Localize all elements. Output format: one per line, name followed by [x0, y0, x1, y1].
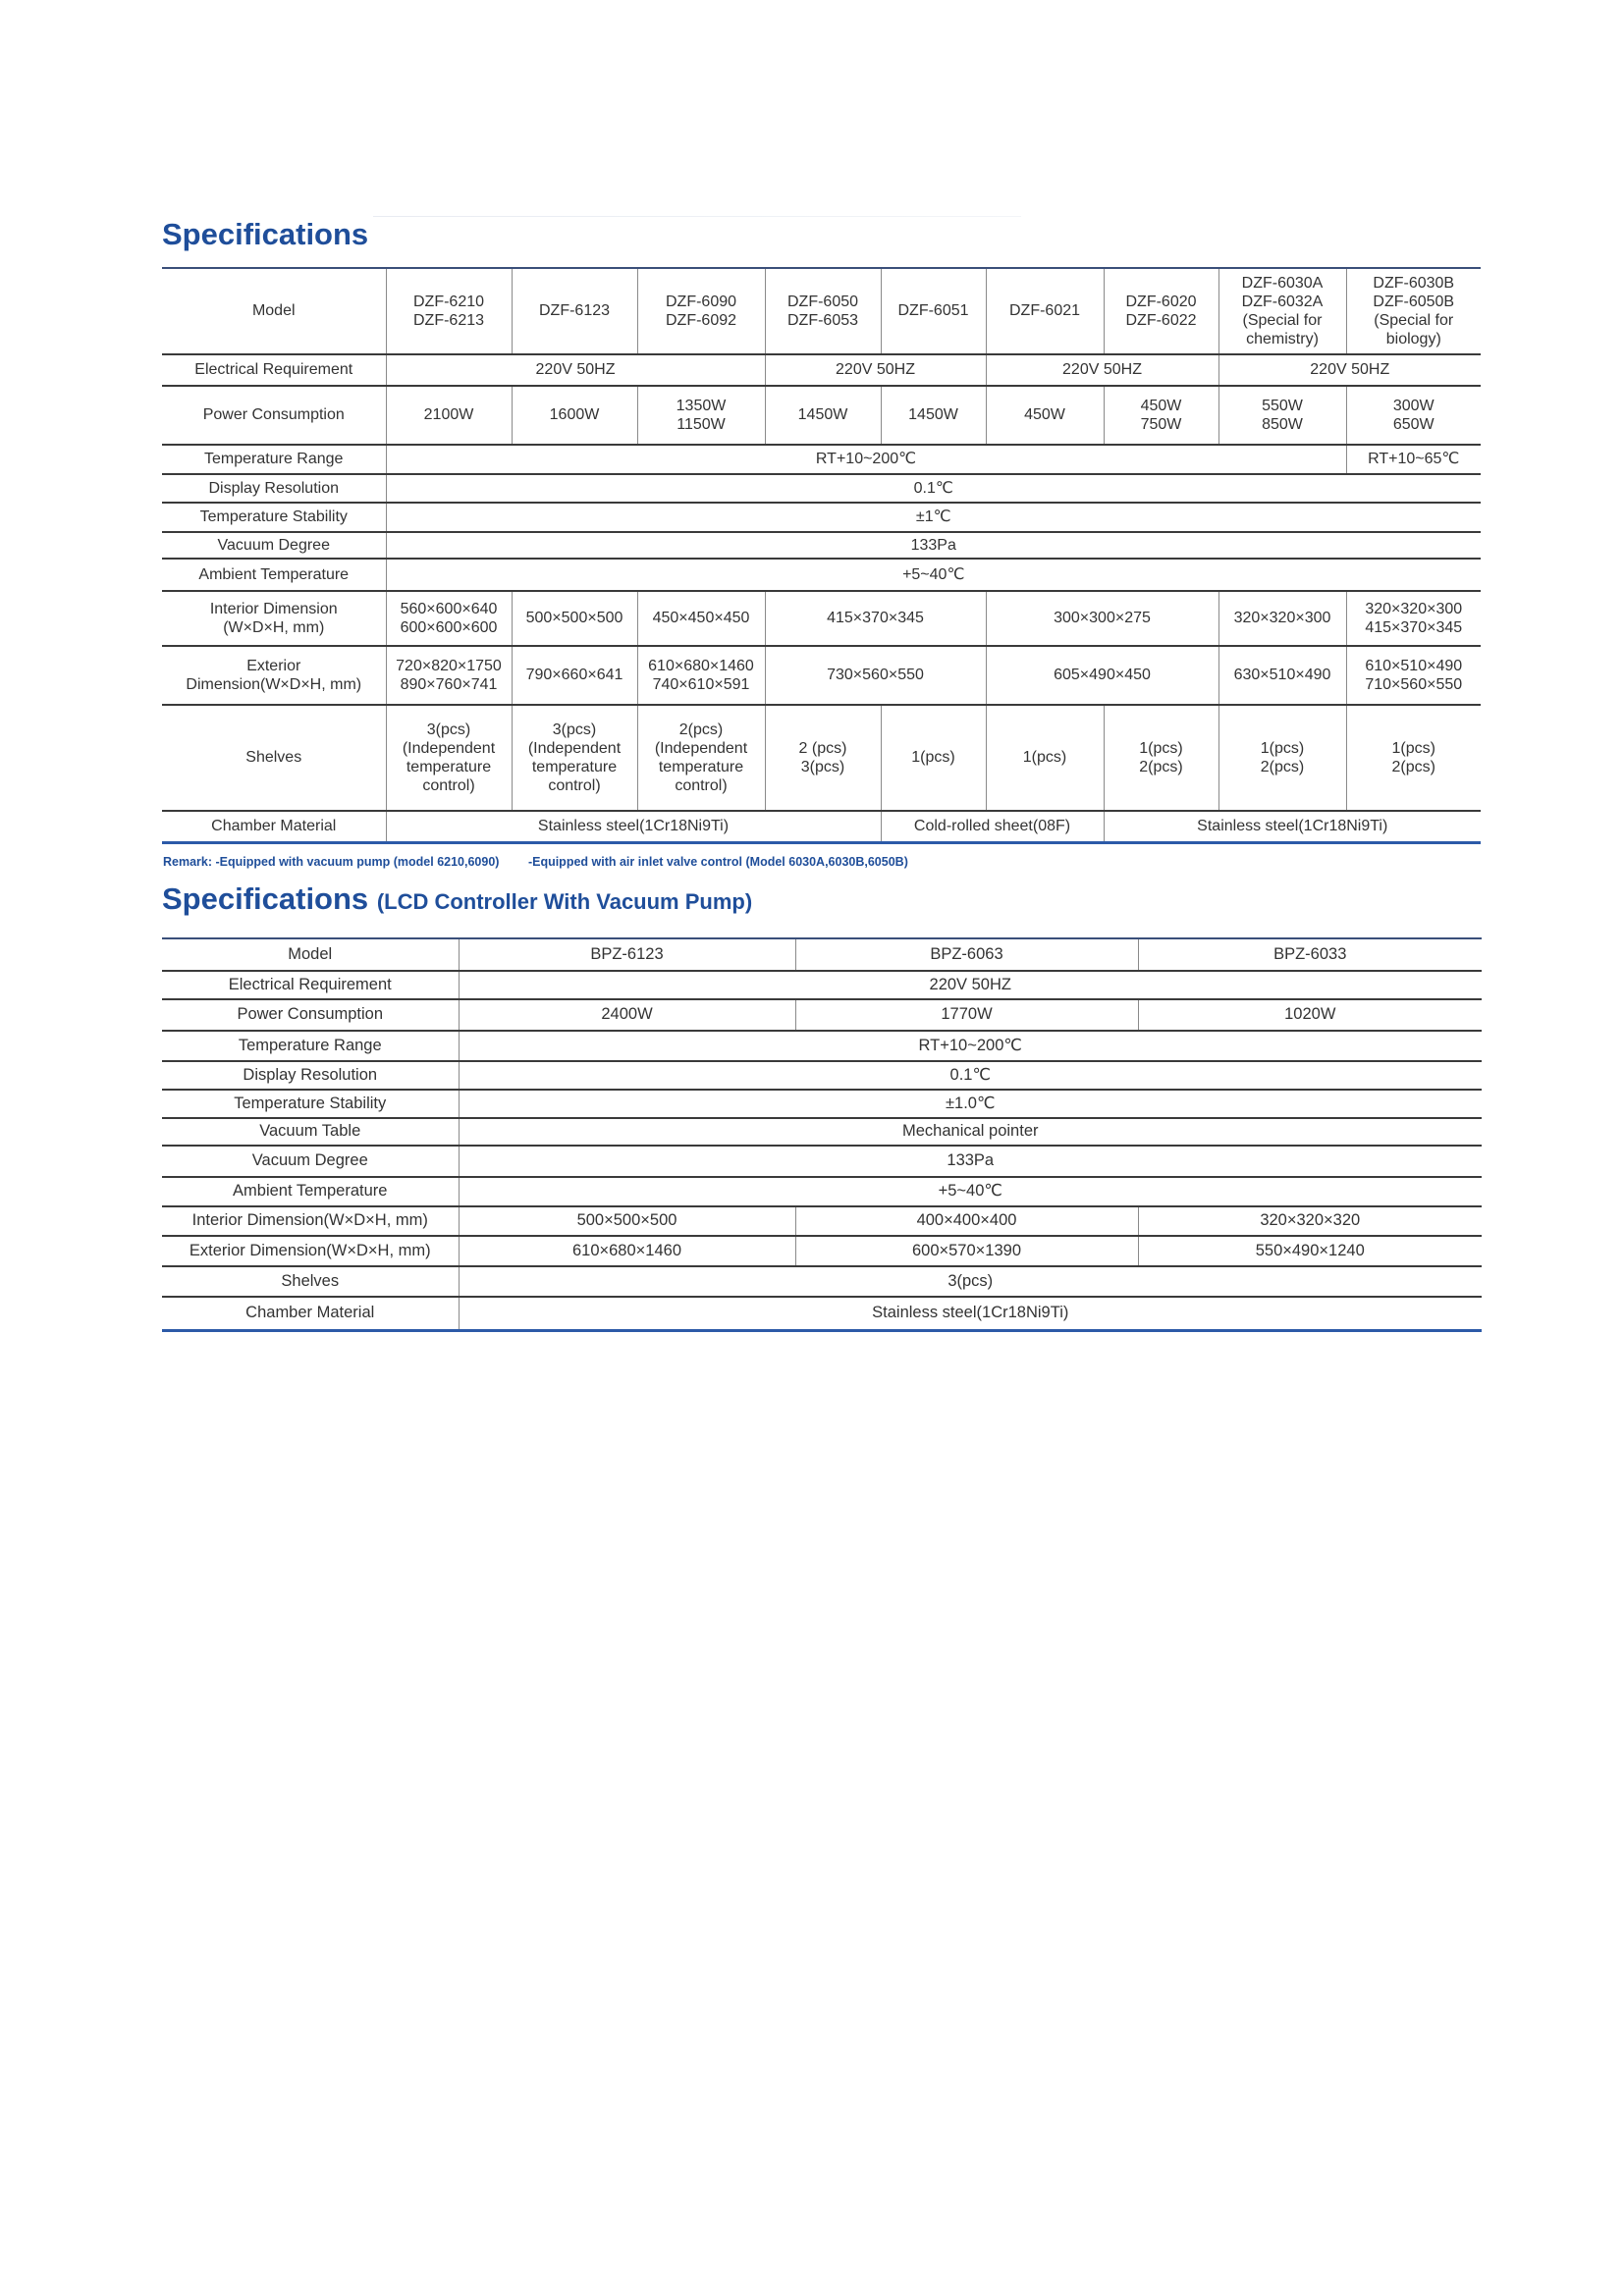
cell-text: Stainless steel(1Cr18Ni9Ti): [537, 818, 730, 835]
table-cell: [986, 354, 1218, 386]
cell-text: Display Resolution: [208, 479, 339, 497]
cell-text: 220V 50HZ: [929, 975, 1011, 993]
table-row: [162, 1146, 1482, 1177]
cell-text: 1020W: [1284, 1005, 1336, 1024]
cell-text: 2100W: [423, 406, 474, 424]
table-cell: [765, 646, 986, 705]
table-row: [162, 445, 1481, 474]
table-cell: [1346, 646, 1481, 705]
cell-text: Chamber Material: [245, 1303, 375, 1321]
table-cell: [1104, 811, 1481, 842]
row-label-cell: [162, 1236, 459, 1266]
cell-text: Vacuum Degree: [251, 1151, 368, 1170]
cell-text: DZF-6213: [412, 312, 485, 329]
cell-text: temperature: [531, 759, 618, 775]
cell-text: 300×300×275: [1054, 610, 1151, 627]
table-cell: [986, 386, 1104, 445]
cell-text: RT+10~200℃: [918, 1036, 1022, 1054]
cell-text: 1(pcs): [1260, 739, 1305, 757]
cell-text: 850W: [1262, 416, 1303, 433]
table-cell: [512, 591, 637, 646]
cell-text: 1770W: [941, 1005, 993, 1024]
cell-text: (Independent: [654, 739, 748, 757]
cell-text: 610×680×1460: [571, 1241, 682, 1259]
row-label-cell: [162, 1031, 459, 1061]
cell-text: biology): [1385, 331, 1441, 348]
cell-text: 220V 50HZ: [1062, 361, 1142, 379]
cell-text: DZF-6022: [1125, 312, 1197, 329]
table-cell: [765, 354, 986, 386]
row-label-cell: [162, 532, 386, 559]
row-label-cell: [162, 445, 386, 474]
cell-text: 0.1℃: [913, 479, 953, 497]
table-row: [162, 591, 1481, 646]
row-label-cell: [162, 559, 386, 591]
table-cell: [459, 1118, 1482, 1146]
cell-text: BPZ-6123: [590, 944, 664, 963]
table-cell: [386, 386, 512, 445]
cell-text: DZF-6030A: [1241, 274, 1324, 292]
row-label-cell: [162, 999, 459, 1031]
cell-text: 600×600×600: [400, 619, 498, 636]
cell-text: 2(pcs): [678, 721, 724, 738]
table-row: [162, 1090, 1482, 1118]
table-cell: [795, 999, 1138, 1031]
table-row: [162, 646, 1481, 705]
table-row: [162, 1031, 1482, 1061]
cell-text: Mechanical pointer: [902, 1122, 1039, 1141]
cell-text: 650W: [1392, 416, 1435, 433]
cell-text: BPZ-6033: [1273, 944, 1347, 963]
cell-text: 2(pcs): [1139, 759, 1183, 775]
cell-text: 300W: [1392, 397, 1435, 414]
table-cell: [512, 705, 637, 811]
row-label-cell: [162, 386, 386, 445]
cell-text: 710×560×550: [1365, 676, 1463, 693]
table-cell: [386, 354, 765, 386]
cell-text: 500×500×500: [525, 610, 623, 627]
cell-text: 2(pcs): [1391, 759, 1435, 775]
cell-text: control): [422, 777, 475, 795]
table-row: [162, 354, 1481, 386]
model-header-cell: [765, 268, 881, 354]
table-row: [162, 705, 1481, 811]
cell-text: RT+10~65℃: [1368, 451, 1460, 468]
remark-line-1: Remark: -Equipped with vacuum pump (model 6210,6090): [163, 855, 500, 869]
cell-text: Interior Dimension: [209, 600, 338, 617]
cell-text: 220V 50HZ: [535, 361, 616, 379]
row-label-cell: [162, 1118, 459, 1146]
table-cell: [637, 386, 765, 445]
cell-text: Model: [288, 944, 333, 963]
table-row: [162, 532, 1481, 559]
cell-text: 133Pa: [910, 536, 956, 554]
table-row: [162, 1236, 1482, 1266]
row-label-cell: [162, 811, 386, 842]
table-cell: [459, 1297, 1482, 1330]
cell-text: 1(pcs): [911, 749, 955, 767]
cell-text: ±1.0℃: [945, 1094, 996, 1112]
table-row: [162, 1177, 1482, 1206]
table-row: [162, 503, 1481, 532]
table-cell: [459, 1146, 1482, 1177]
table-cell: [459, 1236, 795, 1266]
table-cell: [1346, 705, 1481, 811]
table-cell: [1138, 1236, 1482, 1266]
row-label-cell: [162, 1090, 459, 1118]
table-cell: [881, 811, 1104, 842]
table-cell: [386, 811, 881, 842]
cell-text: 220V 50HZ: [836, 361, 915, 379]
remark-note: [163, 855, 908, 869]
row-label-cell: [162, 591, 386, 646]
header-label-cell: [162, 938, 459, 971]
table-cell: [512, 386, 637, 445]
table-row: [162, 1297, 1482, 1330]
cell-text: control): [548, 777, 601, 795]
cell-text: Electrical Requirement: [194, 361, 353, 379]
table-cell: [637, 591, 765, 646]
model-header-cell: [881, 268, 986, 354]
spec-subtitle: (LCD Controller With Vacuum Pump): [376, 889, 753, 914]
row-label-cell: [162, 705, 386, 811]
table-row: [162, 1206, 1482, 1236]
row-label-cell: [162, 1061, 459, 1090]
model-header-cell: [1138, 938, 1482, 971]
table-cell: [386, 532, 1481, 559]
table-cell: [386, 705, 512, 811]
table-cell: [1138, 1206, 1482, 1236]
model-header-cell: [1346, 268, 1481, 354]
table-cell: [386, 503, 1481, 532]
cell-text: ±1℃: [915, 508, 951, 526]
cell-text: Exterior: [246, 657, 301, 674]
cell-text: (Special for: [1374, 312, 1454, 329]
row-label-cell: [162, 1177, 459, 1206]
table-cell: [765, 386, 881, 445]
cell-text: DZF-6032A: [1241, 293, 1324, 310]
cell-text: Power Consumption: [237, 1005, 384, 1024]
cell-text: DZF-6050: [786, 293, 859, 310]
cell-text: 1(pcs): [1139, 739, 1183, 757]
cell-text: 400×400×400: [916, 1211, 1017, 1230]
table-cell: [459, 1061, 1482, 1090]
table-cell: [459, 1266, 1482, 1297]
cell-text: Temperature Range: [204, 451, 344, 468]
model-header-cell: [795, 938, 1138, 971]
remark-line-2: -Equipped with air inlet valve control (Model 6030A,6030B,6050B): [527, 855, 908, 869]
cell-text: 450×450×450: [652, 610, 750, 627]
cell-text: 415×370×345: [827, 610, 924, 627]
table-cell: [765, 705, 881, 811]
cell-text: 3(pcs): [426, 721, 471, 738]
cell-text: Dimension(W×D×H, mm): [186, 676, 362, 693]
model-header-cell: [1218, 268, 1346, 354]
cell-text: Display Resolution: [243, 1065, 378, 1084]
table-row: [162, 971, 1482, 999]
cell-text: 450W: [1024, 406, 1065, 424]
table-row: [162, 386, 1481, 445]
cell-text: 610×510×490: [1365, 657, 1463, 674]
cell-text: Exterior Dimension(W×D×H, mm): [189, 1241, 431, 1259]
cell-text: Power Consumption: [202, 406, 345, 424]
cell-text: (W×D×H, mm): [223, 619, 325, 636]
cell-text: control): [675, 777, 728, 795]
cell-text: +5~40℃: [938, 1182, 1002, 1201]
table-row: [162, 559, 1481, 591]
cell-text: 1450W: [908, 406, 958, 424]
cell-text: 220V 50HZ: [1310, 361, 1390, 379]
cell-text: Temperature Stability: [199, 508, 348, 526]
cell-text: DZF-6090: [665, 293, 737, 310]
cell-text: 560×600×640: [400, 600, 498, 617]
table-cell: [986, 591, 1218, 646]
table-cell: [1218, 386, 1346, 445]
cell-text: temperature: [658, 759, 744, 775]
cell-text: 3(pcs): [947, 1271, 994, 1290]
cell-text: Cold-rolled sheet(08F): [913, 818, 1071, 835]
cell-text: 0.1℃: [949, 1065, 991, 1084]
table-cell: [881, 386, 986, 445]
model-header-cell: [986, 268, 1104, 354]
cell-text: DZF-6210: [412, 293, 485, 310]
cell-text: 750W: [1140, 416, 1182, 433]
cell-text: 605×490×450: [1054, 667, 1151, 684]
cell-text: Chamber Material: [211, 818, 337, 835]
cell-text: Ambient Temperature: [233, 1182, 388, 1201]
cell-text: 630×510×490: [1233, 667, 1331, 684]
cell-text: 1350W: [676, 397, 727, 414]
cell-text: 3(pcs): [552, 721, 597, 738]
cell-text: 415×370×345: [1365, 619, 1463, 636]
table-cell: [1346, 445, 1481, 474]
table-cell: [1104, 705, 1218, 811]
table-row: [162, 811, 1481, 842]
spec-title-text: Specifications: [162, 217, 369, 251]
model-header-cell: [459, 938, 795, 971]
table-cell: [459, 1090, 1482, 1118]
cell-text: 1(pcs): [1391, 739, 1435, 757]
cell-text: chemistry): [1246, 331, 1319, 348]
table-cell: [386, 559, 1481, 591]
cell-text: Temperature Stability: [234, 1094, 387, 1112]
model-header-cell: [637, 268, 765, 354]
row-label-cell: [162, 503, 386, 532]
cell-text: (Independent: [402, 739, 496, 757]
cell-text: 600×570×1390: [911, 1241, 1022, 1259]
table-row: [162, 474, 1481, 503]
table-cell: [795, 1206, 1138, 1236]
cell-text: BPZ-6063: [930, 944, 1003, 963]
row-label-cell: [162, 1206, 459, 1236]
cell-text: 550×490×1240: [1255, 1241, 1365, 1259]
table-cell: [637, 646, 765, 705]
table-cell: [1218, 705, 1346, 811]
table-cell: [386, 445, 1346, 474]
table-cell: [795, 1236, 1138, 1266]
cell-text: 890×760×741: [400, 676, 498, 693]
cell-text: (Special for: [1242, 312, 1323, 329]
cell-text: Vacuum Degree: [217, 536, 330, 554]
cell-text: 500×500×500: [576, 1211, 677, 1230]
cell-text: 1(pcs): [1022, 749, 1067, 767]
cell-text: DZF-6021: [1008, 302, 1081, 320]
cell-text: DZF-6050B: [1373, 293, 1455, 310]
row-label-cell: [162, 646, 386, 705]
cell-text: Shelves: [245, 749, 302, 767]
table-cell: [1346, 591, 1481, 646]
cell-text: 550W: [1262, 397, 1303, 414]
row-label-cell: [162, 354, 386, 386]
cell-text: DZF-6051: [897, 302, 969, 320]
table-cell: [459, 1206, 795, 1236]
table-header-row: [162, 268, 1481, 354]
table-row: [162, 1266, 1482, 1297]
cell-text: Interior Dimension(W×D×H, mm): [191, 1211, 428, 1230]
table-cell: [512, 646, 637, 705]
cell-text: 450W: [1140, 397, 1182, 414]
cell-text: 720×820×1750: [396, 657, 502, 674]
model-header-cell: [386, 268, 512, 354]
cell-text: DZF-6123: [538, 302, 611, 320]
spec-table-bpz: [162, 937, 1482, 1332]
table-cell: [459, 971, 1482, 999]
row-label-cell: [162, 474, 386, 503]
cell-text: (Independent: [527, 739, 622, 757]
cell-text: Vacuum Table: [259, 1122, 361, 1141]
cell-text: 730×560×550: [827, 667, 924, 684]
cell-text: 3(pcs): [800, 759, 845, 775]
cell-text: temperature: [406, 759, 492, 775]
table-cell: [986, 705, 1104, 811]
cell-text: Model: [251, 302, 296, 320]
model-header-cell: [512, 268, 637, 354]
table-cell: [637, 705, 765, 811]
cell-text: 2400W: [601, 1005, 653, 1024]
table-cell: [881, 705, 986, 811]
table-cell: [1218, 354, 1481, 386]
cell-text: DZF-6092: [665, 312, 737, 329]
cell-text: 790×660×641: [525, 667, 623, 684]
table-cell: [386, 646, 512, 705]
table-cell: [765, 591, 986, 646]
cell-text: Temperature Range: [238, 1036, 382, 1054]
cell-text: Electrical Requirement: [228, 975, 392, 993]
table-cell: [386, 591, 512, 646]
table-cell: [1218, 591, 1346, 646]
row-label-cell: [162, 1297, 459, 1330]
cell-text: DZF-6030B: [1373, 274, 1455, 292]
table-header-row: [162, 938, 1482, 971]
spec-title-text: Specifications: [162, 881, 369, 916]
table-row: [162, 1118, 1482, 1146]
cell-text: 1600W: [549, 406, 600, 424]
table-cell: [459, 1031, 1482, 1061]
model-header-cell: [1104, 268, 1218, 354]
cell-text: 610×680×1460: [648, 657, 754, 674]
table-row: [162, 1061, 1482, 1090]
cell-text: RT+10~200℃: [815, 451, 917, 468]
cell-text: 2(pcs): [1260, 759, 1305, 775]
row-label-cell: [162, 1266, 459, 1297]
cell-text: 740×610×591: [652, 676, 750, 693]
cell-text: Stainless steel(1Cr18Ni9Ti): [872, 1303, 1069, 1321]
cell-text: DZF-6053: [786, 312, 859, 329]
cell-text: Ambient Temperature: [198, 565, 350, 583]
spec-title-dzf: [162, 219, 368, 249]
table-cell: [1138, 999, 1482, 1031]
cell-text: 2 (pcs): [798, 739, 847, 757]
cell-text: DZF-6020: [1125, 293, 1197, 310]
cell-text: 1150W: [677, 416, 726, 433]
cell-text: 1450W: [797, 406, 848, 424]
cell-text: 320×320×300: [1233, 610, 1331, 627]
table-cell: [986, 646, 1218, 705]
spec-title-bpz: [162, 883, 752, 914]
row-label-cell: [162, 971, 459, 999]
spec-table-dzf: [162, 267, 1481, 844]
cell-text: 133Pa: [947, 1151, 995, 1170]
table-cell: [386, 474, 1481, 503]
table-cell: [1218, 646, 1346, 705]
header-label-cell: [162, 268, 386, 354]
table-row: [162, 999, 1482, 1031]
table-cell: [459, 999, 795, 1031]
cell-text: 320×320×320: [1260, 1211, 1361, 1230]
table-cell: [1104, 386, 1218, 445]
cell-text: Stainless steel(1Cr18Ni9Ti): [1197, 818, 1388, 835]
cell-text: Shelves: [281, 1271, 340, 1290]
cell-text: +5~40℃: [902, 565, 965, 583]
table-cell: [459, 1177, 1482, 1206]
cell-text: 320×320×300: [1365, 600, 1463, 617]
header-rule: [373, 216, 1021, 217]
row-label-cell: [162, 1146, 459, 1177]
table-cell: [1346, 386, 1481, 445]
